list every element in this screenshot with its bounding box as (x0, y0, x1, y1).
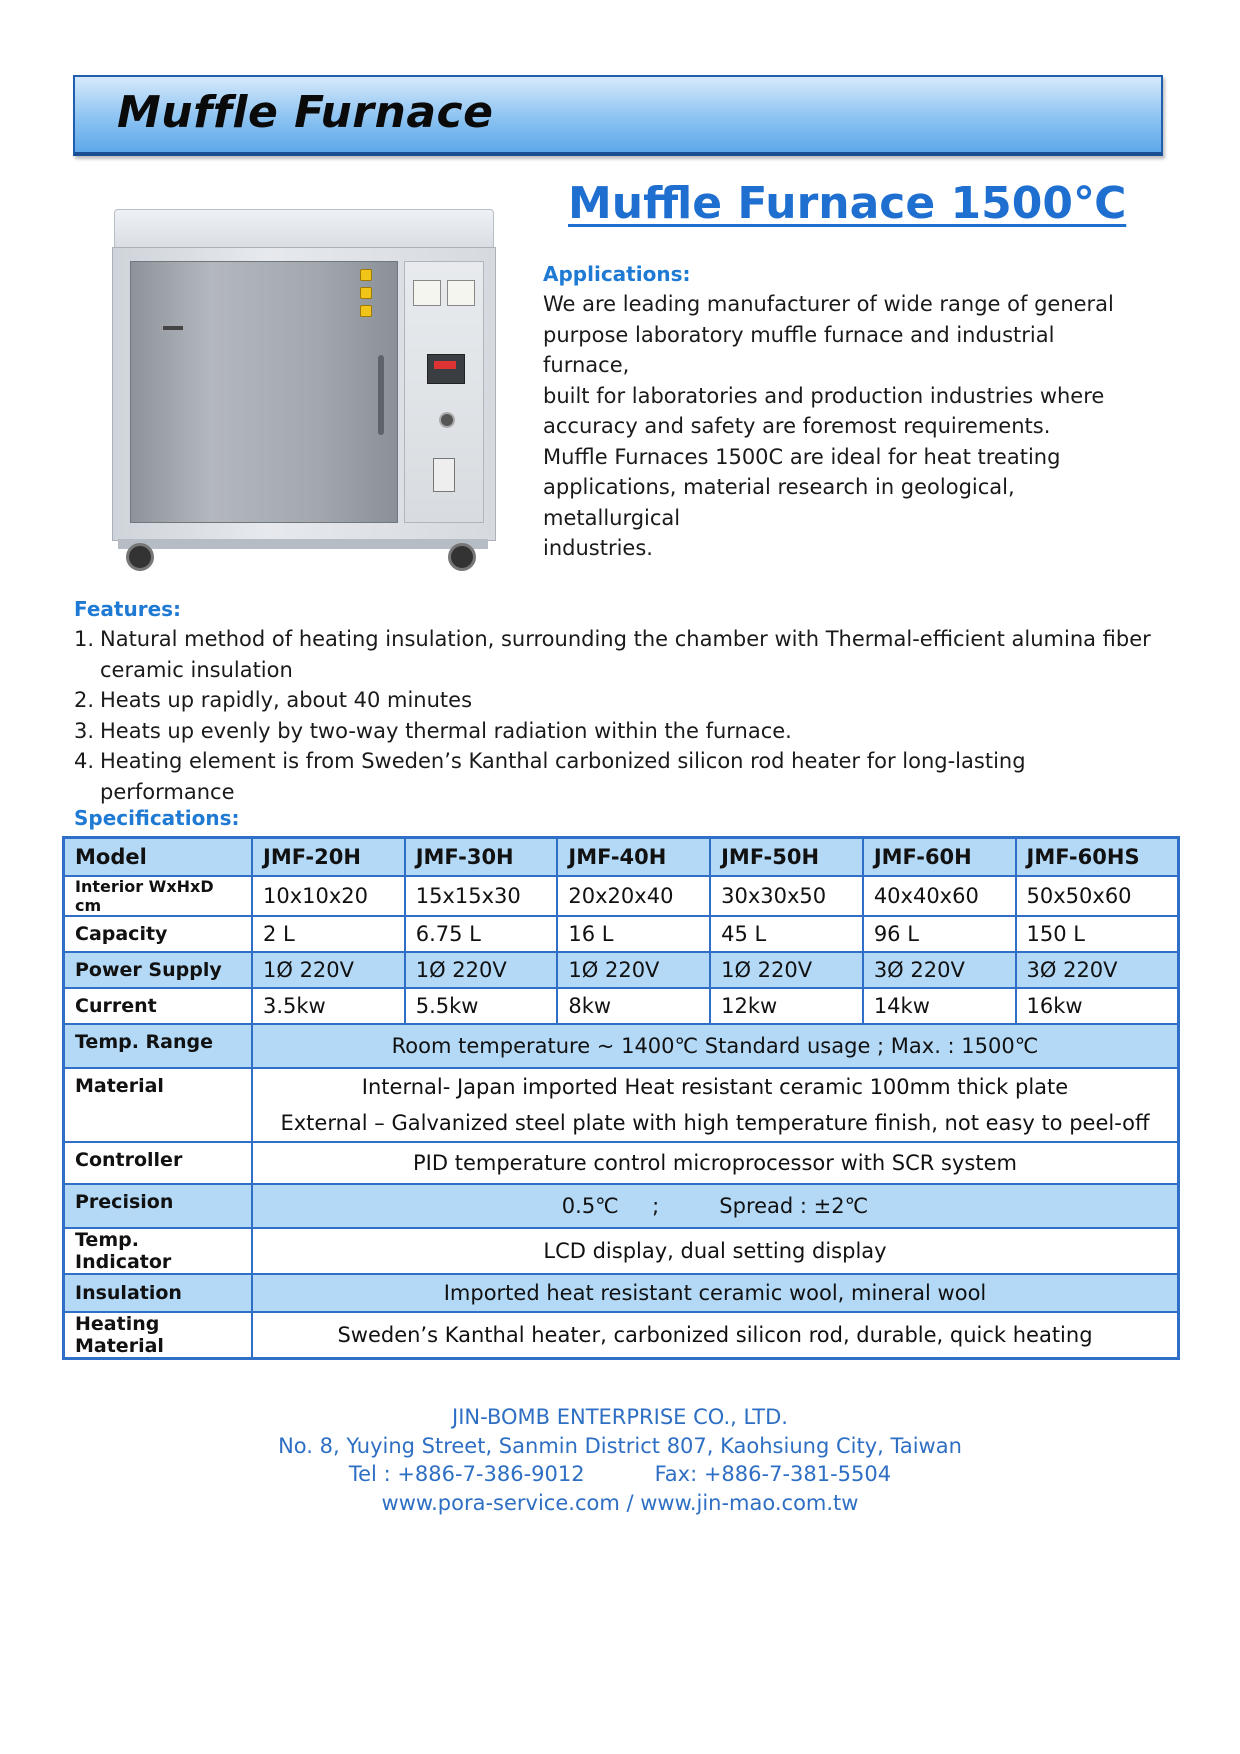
table-row: Temp. Range Room temperature ~ 1400℃ Standard usage ; Max. : 1500℃ (64, 1024, 1179, 1068)
table-row: Interior WxHxD cm 10x10x20 15x15x30 20x20x40 30x30x50 40x40x60 50x50x60 (64, 876, 1179, 916)
table-row: Power Supply 1Ø 220V 1Ø 220V 1Ø 220V 1Ø 220V 3Ø 220V 3Ø 220V (64, 952, 1179, 988)
list-item: 4. Heating element is from Sweden’s Kanthal carbonized silicon rod heater for long-lasting performance (74, 749, 1026, 804)
page-title: Muffle Furnace (117, 87, 494, 138)
table-row: Capacity 2 L 6.75 L 16 L 45 L 96 L 150 L (64, 916, 1179, 952)
specifications-table (62, 836, 1180, 1360)
company-address: No. 8, Yuying Street, Sanmin District 807, Kaohsiung City, Taiwan (278, 1433, 962, 1458)
table-row: Precision 0.5℃ ; Spread : ±2℃ (64, 1184, 1179, 1228)
fax-number: Fax: +886-7-381-5504 (654, 1462, 892, 1486)
table-row: Current 3.5kw 5.5kw 8kw 12kw 14kw 16kw (64, 988, 1179, 1024)
table-row: Controller PID temperature control microprocessor with SCR system (64, 1142, 1179, 1184)
header-banner (73, 75, 1163, 156)
product-image (108, 205, 498, 575)
table-header-row: Model JMF-20H JMF-30H JMF-40H JMF-50H JMF-60H JMF-60HS (64, 838, 1179, 877)
company-name: JIN-BOMB ENTERPRISE CO., LTD. (452, 1405, 788, 1429)
features-list (74, 624, 1164, 807)
applications-text: We are leading manufacturer of wide range of general purpose laboratory muffle furnace and industrial furnace, built for laboratories and production industries where accuracy and safety are foremost requirements. Muffle Furnaces 1500C are ideal for heat treating applications, material research in geological, metallurgical industries. (543, 292, 1114, 560)
table-row: Insulation Imported heat resistant ceramic wool, mineral wool (64, 1274, 1179, 1312)
website-links[interactable]: www.pora-service.com / www.jin-mao.com.tw (381, 1490, 859, 1515)
features-heading: Features: (74, 597, 182, 621)
list-item: 2. Heats up rapidly, about 40 minutes (74, 688, 473, 712)
product-title: Muffle Furnace 1500℃ (568, 178, 1127, 229)
table-row: Material Internal- Japan imported Heat resistant ceramic 100mm thick plate External – Galvanized steel plate with high temperature finish, not easy to peel-off (64, 1068, 1179, 1142)
company-footer (0, 1403, 1240, 1517)
phone-number: Tel : +886-7-386-9012 (348, 1462, 585, 1486)
applications-heading: Applications: (543, 262, 691, 286)
specifications-heading: Specifications: (74, 806, 240, 830)
list-item: 3. Heats up evenly by two-way thermal radiation within the furnace. (74, 718, 792, 743)
table-row: Temp. Indicator LCD display, dual setting display (64, 1228, 1179, 1274)
list-item: 1. Natural method of heating insulation, surrounding the chamber with Thermal-efficient alumina fiber ceramic insulation (74, 627, 1151, 682)
table-row: Heating Material Sweden’s Kanthal heater, carbonized silicon rod, durable, quick heating (64, 1312, 1179, 1359)
